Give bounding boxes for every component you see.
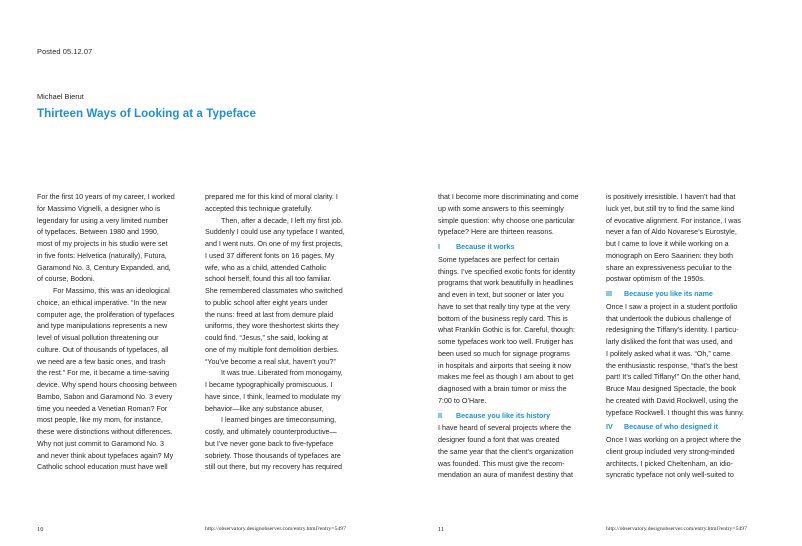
text-line: level of visual pollution threatening our — [37, 334, 159, 342]
text-line: most people, like my mom, for instance, — [37, 416, 163, 425]
text-column-2 — [205, 192, 377, 474]
text-line: typeface Rockwell. I thought this was funny. — [606, 408, 744, 417]
text-line: Once I saw a project in a student portfolio — [606, 302, 738, 311]
text-line: he created with David Rockwell, using the — [606, 396, 739, 405]
text-line: Suddenly I could use any typeface I wanted, — [205, 228, 345, 237]
text-line: but I came to love it while working on a — [606, 240, 729, 248]
text-line: diagnosed with a brain tumor or miss the — [438, 385, 567, 393]
text-line: device. Why spend hours choosing between — [37, 381, 177, 389]
text-line: culture. Out of thousands of typefaces, all — [37, 345, 169, 354]
section-heading-2 — [438, 411, 610, 423]
right-footer-url[interactable]: http://observatory.designobserver.com/entry.html?entry=5497 — [606, 526, 747, 532]
text-line: I politely asked what it was. “Oh,” came — [606, 349, 731, 358]
text-line: choice, an ethical imperative. “In the new — [37, 298, 167, 307]
text-line: school herself, found this all too familiar. — [205, 275, 332, 284]
text-line: is positively irresistible. I haven’t had that — [606, 193, 736, 201]
text-line: up with some answers to this seemingly — [438, 204, 564, 213]
text-line: and never think about typefaces again? My — [37, 451, 174, 460]
text-line: luck yet, but still try to find the same kind — [606, 204, 735, 213]
text-line: accepted this technique gratefully. — [205, 204, 313, 213]
left-page-number: 10 — [37, 526, 44, 533]
text-line: of course, Bodoni. — [37, 275, 95, 284]
text-line: monograph on Eero Saarinen: they both — [606, 251, 734, 260]
text-line: Garamond No. 3, Century Expanded, and, — [37, 263, 171, 272]
text-line: was founded. This must give the recom- — [438, 459, 565, 468]
text-line: in hospitals and airports that seeing it now — [438, 361, 571, 370]
text-line: simple question: why choose one particular — [438, 216, 575, 225]
text-line: typeface? Here are thirteen reasons. — [438, 228, 554, 237]
text-line: legendary for using a very limited number — [37, 216, 168, 225]
posted-date: Posted 05.12.07 — [37, 47, 93, 56]
text-line: that I become more discriminating and come — [438, 193, 579, 201]
text-line: I became typographically promiscuous. I — [205, 381, 333, 389]
text-line: syncratic typeface not only well-suited to — [606, 471, 734, 480]
text-line: wife, who as a child, attended Catholic — [205, 263, 327, 272]
text-line: redesigning the Tiffany’s identity. I particu- — [606, 326, 739, 335]
article-title: Thirteen Ways of Looking at a Typeface — [37, 107, 256, 120]
text-line: It was true. Liberated from monogamy, — [221, 369, 343, 378]
text-line: For the first 10 years of my career, I worked — [37, 193, 175, 201]
section-number: I — [438, 243, 440, 251]
section-title: Because it works — [456, 243, 515, 251]
left-footer-url[interactable]: http://observatory.designobserver.com/entry.html?entry=5497 — [205, 526, 346, 532]
text-line: behavior—like any substance abuser, — [205, 404, 324, 413]
text-line: the same year that the client’s organization — [438, 447, 574, 456]
text-line: the nuns: freed at last from demure plaid — [205, 310, 334, 319]
text-line: Then, after a decade, I left my first job. — [221, 216, 343, 225]
section-number: III — [606, 290, 612, 298]
text-line: Catholic school education must have well — [37, 463, 168, 472]
text-line: been used so much for signage programs — [438, 349, 570, 358]
text-line: of evocative alignment. For instance, I was — [606, 216, 741, 225]
text-line: still out there, but my recovery has required — [205, 463, 342, 472]
text-line: what Franklin Gothic is for. Careful, though: — [438, 326, 575, 335]
right-page-number: 11 — [438, 526, 445, 533]
section-heading-3 — [606, 289, 778, 301]
text-line: Why not just commit to Garamond No. 3 — [37, 439, 164, 448]
text-line: things. I’ve specified exotic fonts for identity — [438, 267, 576, 276]
author-name: Michael Bierut — [37, 92, 84, 101]
text-line: in five fonts: Helvetica (naturally), Futura, — [37, 251, 167, 260]
text-line: to public school after eight years under — [205, 298, 328, 307]
text-line: and I went nuts. On one of my first projects, — [205, 240, 343, 248]
text-line: one of my multiple font demolition derbies. — [205, 345, 339, 354]
text-line: I learned binges are timeconsuming, — [221, 416, 337, 425]
text-line: “You’ve become a real slut, haven’t you?” — [205, 357, 336, 366]
text-line: these were distinctions without differences. — [37, 428, 173, 436]
text-line: Bambo, Sabon and Garamond No. 3 every — [37, 392, 173, 401]
text-column-1 — [37, 192, 209, 474]
text-line: designer found a font that was created — [438, 436, 560, 444]
text-line: Once I was working on a project where the — [606, 436, 741, 444]
section-number: II — [438, 411, 442, 420]
text-line: share an expressiveness peculiar to the — [606, 263, 732, 272]
text-column-4 — [606, 192, 778, 482]
text-line: For Massimo, this was an ideological — [53, 287, 170, 295]
text-line: mendation an aura of manifest destiny that — [438, 471, 573, 480]
text-line: for Massimo Vignelli, a designer who is — [37, 204, 161, 213]
text-line: costly, and ultimately counterproductive— — [205, 428, 337, 436]
text-line: and type manipulations represents a new — [37, 322, 168, 331]
text-line: part! It’s called Tiffany!” On the other hand, — [606, 373, 741, 382]
text-line: some typefaces work too well. Frutiger has — [438, 338, 574, 346]
text-line: I used 37 different fonts on 16 pages. My — [205, 251, 335, 260]
text-line: programs that work beautifully in headlines — [438, 279, 574, 288]
text-line: Some typefaces are perfect for certain — [438, 255, 560, 264]
section-title: Because you like its name — [624, 290, 713, 298]
text-line: bottom of the business reply card. This is — [438, 314, 568, 323]
text-line: but I’ve never gone back to five-typeface — [205, 439, 334, 448]
text-line: the rest.” For me, it became a time-saving — [37, 369, 170, 378]
text-line: have to set that really tiny type at the very — [438, 302, 570, 311]
text-line: most of my projects in his studio were set — [37, 240, 168, 248]
text-line: client group included very strong-minded — [606, 447, 735, 456]
text-line: architects. I picked Cheltenham, an idio- — [606, 459, 734, 468]
text-line: 7:00 to O’Hare. — [438, 396, 487, 405]
text-line: that undertook the dubious challenge of — [606, 314, 732, 323]
text-line: She remembered classmates who switched — [205, 287, 343, 295]
text-line: Bruce Mau designed Spectacle, the book — [606, 385, 737, 393]
text-line: time you needed a Venetian Roman? For — [37, 404, 168, 413]
section-heading-4 — [606, 422, 778, 434]
section-title: Because you like its history — [456, 411, 551, 420]
text-line: uniforms, they wore theshortest skirts they — [205, 322, 339, 331]
text-line: and even in text, but sooner or later you — [438, 291, 564, 299]
text-line: postwar optimism of the 1950s. — [606, 275, 705, 284]
text-line: the enthusiastic response, “that’s the best — [606, 361, 738, 370]
text-line: prepared me for this kind of moral clarity. I — [205, 193, 338, 201]
section-title: Because of who designed it — [624, 423, 719, 432]
section-number: IV — [606, 423, 613, 432]
text-line: computer age, the proliferation of typefaces — [37, 310, 175, 319]
text-line: of typefaces. Between 1980 and 1990, — [37, 228, 159, 237]
text-line: could find. “Jesus,” she said, looking at — [205, 334, 329, 342]
text-line: larly disliked the font that was used, and — [606, 338, 733, 346]
text-line: we need are a few basic ones, and trash — [37, 357, 166, 366]
text-column-3 — [438, 192, 610, 482]
section-heading-1 — [438, 242, 610, 254]
text-line: have since, I think, learned to modulate my — [205, 392, 341, 401]
text-line: sobriety. Those thousands of typefaces are — [205, 451, 341, 460]
text-line: I have heard of several projects where the — [438, 424, 571, 433]
text-line: never a fan of Aldo Novarese’s Eurostyle, — [606, 228, 737, 237]
text-line: makes me feel as though I am about to get — [438, 373, 574, 382]
